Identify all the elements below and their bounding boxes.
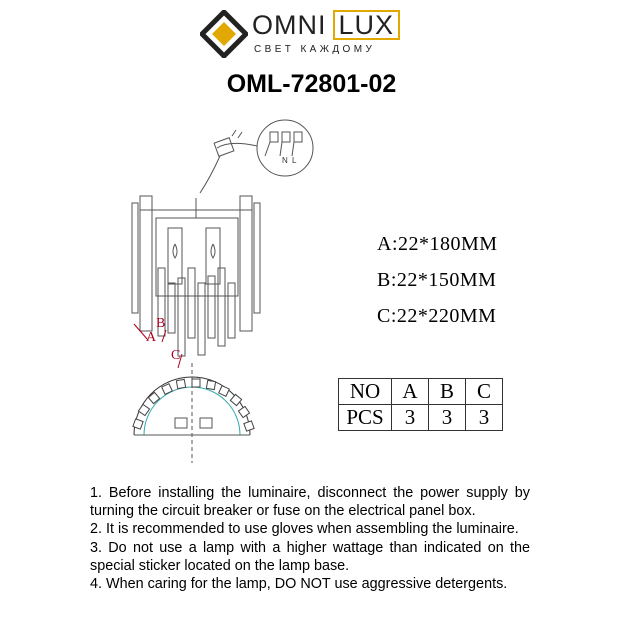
instruction-item: 1. Before installing the luminaire, disconnect the power supply by turning the circuit breaker or fuse on the electrical panel box. — [90, 485, 530, 520]
table-cell: 3 — [429, 405, 466, 431]
brand-name-main: OMNI — [252, 10, 327, 40]
table-cell: 3 — [466, 405, 503, 431]
brand-tagline: СВЕТ КАЖДОМУ — [254, 44, 376, 55]
table-cell: C — [466, 379, 503, 405]
model-number: OML-72801-02 — [226, 70, 397, 98]
table-cell: 3 — [392, 405, 429, 431]
part-label-c: C — [171, 348, 181, 363]
assembly-diagram — [120, 118, 330, 468]
instructions — [90, 484, 530, 593]
part-label-a: A — [146, 330, 157, 345]
diamond-logo-icon — [200, 10, 248, 58]
wiring-label-n: N — [282, 156, 288, 165]
brand-logo — [200, 8, 430, 58]
parts-table — [338, 378, 503, 431]
dimension-a: A:22*180MM — [377, 233, 498, 255]
table-row — [339, 379, 503, 405]
wiring-junction — [257, 120, 313, 176]
brand-name — [252, 10, 400, 41]
table-cell: PCS — [339, 405, 392, 431]
table-row — [339, 405, 503, 431]
part-label-b: B — [156, 316, 166, 331]
instruction-item: 2. It is recommended to use gloves when assembling the luminaire. — [90, 521, 519, 538]
table-cell: NO — [339, 379, 392, 405]
table-cell: A — [392, 379, 429, 405]
table-cell: B — [429, 379, 466, 405]
dimension-c: C:22*220MM — [377, 305, 497, 327]
wiring-label-l: L — [292, 156, 297, 165]
instruction-item: 3. Do not use a lamp with a higher wattage than indicated on the special sticker located on the lamp base. — [90, 539, 530, 574]
brand-name-box: LUX — [333, 10, 401, 40]
instruction-item: 4. When caring for the lamp, DO NOT use aggressive detergents. — [90, 576, 508, 593]
dimension-b: B:22*150MM — [377, 269, 497, 291]
